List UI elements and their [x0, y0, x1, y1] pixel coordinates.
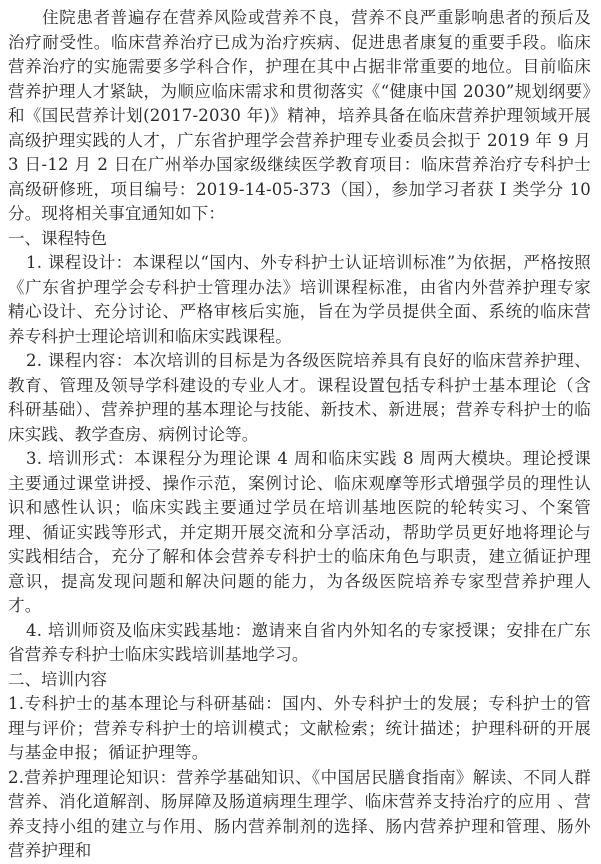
course-feature-item: 4. 培训师资及临床实践基地：邀请来自省内外知名的专家授课；安排在广东省营养专科护士临床实践培训基地学习。 — [8, 620, 591, 664]
course-feature-item: 1. 课程设计：本课程以“国内、外专科护士认证培训标准”为依据，严格按照《广东省护理学会专科护士管理办法》培训课程标准，由省内外营养护理专家精心设计、充分讨论、严格审核后实施，旨在为学员提供全面、系统的临床营养专科护士理论培训和临床实践课程。 — [8, 253, 591, 346]
intro-paragraph: 住院患者普遍存在营养风险或营养不良，营养不良严重影响患者的预后及治疗耐受性。临床营养治疗已成为治疗疾病、促进患者康复的重要手段。临床营养治疗的实施需要多学科合作，护理在其中占据非常重要的地位。目前临床营养护理人才紧缺，为顺应临床需求和贯彻落实《“健康中国 2030”规划纲要》和《国民营养计划(2017-2030 年)》精神，培养具备在临床营养护理领域开展高级护理实践的人才，广东省护理学会营养护理专业委员会拟于 2019 年 9 月 3 日-12 月 2 日在广州举办国家级继续医学教育项目：临床营养治疗专科护士高级研修班，项目编号：2019-14-05-373（国），参加学习者获 I 类学分 10 分。现将相关事宜通知如下： — [8, 8, 591, 223]
training-content-item: 2.营养护理理论知识：营养学基础知识、《中国居民膳食指南》解读、不同人群营养、消化道解剖、肠屏障及肠道病理生理学、临床营养支持治疗的应用 、营养支持小组的建立与作用、肠内营养制剂的选择、肠内营养护理和管理、肠外营养护理和 — [8, 767, 591, 860]
section-heading-training-content: 二、培训内容 — [8, 669, 107, 689]
course-feature-item: 2. 课程内容：本次培训的目标是为各级医院培养具有良好的临床营养护理、教育、管理及领导学科建设的专业人才。课程设置包括专科护士基本理论（含科研基础）、营养护理的基本理论与技能、新技术、新进展；营养专科护士的临床实践、教学查房、病例讨论等。 — [8, 351, 591, 444]
section-heading-course-features: 一、课程特色 — [8, 228, 107, 248]
training-content-item: 1.专科护士的基本理论与科研基础：国内、外专科护士的发展；专科护士的管理与评价；营养专科护士的培训模式；文献检索；统计描述；护理科研的开展与基金申报；循证护理等。 — [8, 694, 591, 762]
course-feature-item: 3. 培训形式：本课程分为理论课 4 周和临床实践 8 周两大模块。理论授课主要通过课堂讲授、操作示范，案例讨论、临床观摩等形式增强学员的理性认识和感性认识；临床实践主要通过学员在培训基地医院的轮转实习、个案管理、循证实践等形式，并定期开展交流和分享活动，帮助学员更好地将理论与实践相结合，充分了解和体会营养专科护士的临床角色与职责，建立循证护理意识，提高发现问题和解决问题的能力，为各级医院培养专家型营养护理人才。 — [8, 449, 591, 615]
